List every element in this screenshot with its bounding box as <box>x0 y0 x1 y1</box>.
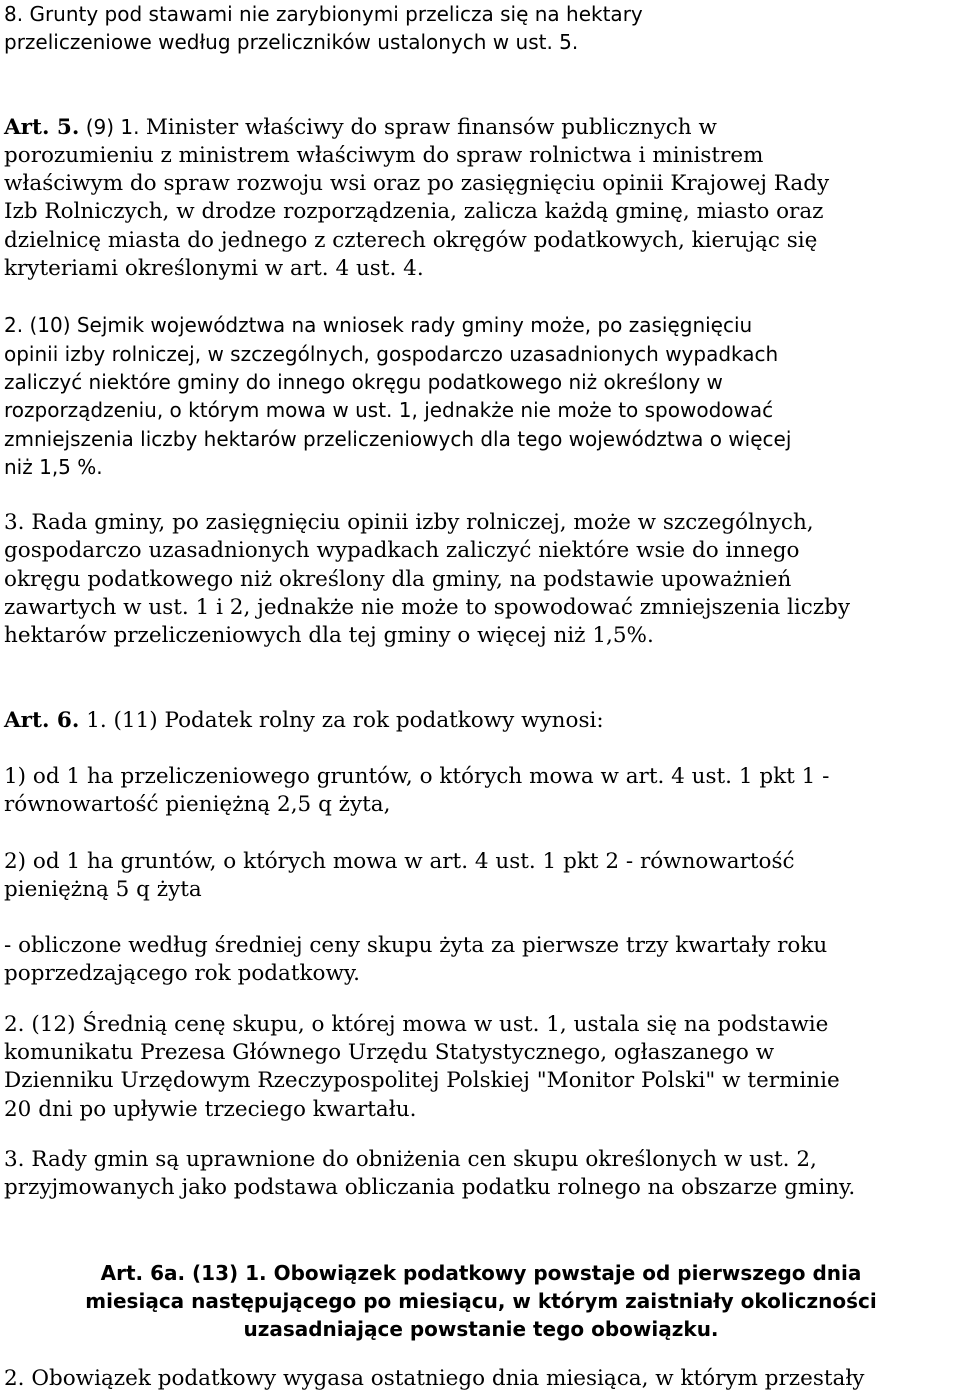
article-text-art5-1: Minister właściwy do spraw finansów publicznych w porozumieniu z ministrem właściwym do spraw rolnictwa i ministrem właściwym do spraw rozwoju wsi oraz po zasięgnięciu opinii Krajowej Rady Izb Rolniczych, w drodze rozporządzenia, zalicza każdą gminę, miasto oraz dzielnicę miasta do jednego z czterech okręgów podatkowych, kierując się kryteriami określonymi w art. 4 ust. 4. <box>4 114 830 282</box>
paragraph-art6-1 <box>4 707 958 735</box>
article-ref-art5-1: (9) 1. <box>79 114 146 139</box>
paragraph-art5-2: 2. (10) Sejmik województwa na wniosek rady gminy może, po zasięgnięciu opinii izby rolniczej, w szczególnych, gospodarczo uzasadnionych wypadkach zaliczyć niektóre gminy do innego okręgu podatkowego niż określony w rozporządzeniu, o którym mowa w ust. 1, jednakże nie może to spowodować zmniejszenia liczby hektarów przeliczeniowych dla tego województwa o więcej niż 1,5 %. <box>4 313 792 479</box>
list-item-art6-2: 2) od 1 ha gruntów, o których mowa w art. 4 ust. 1 pkt 2 - równowartość pieniężną 5 q żyta <box>4 848 795 902</box>
document-page <box>4 0 958 1394</box>
article-label-art5: Art. 5. <box>4 114 80 140</box>
list-item-art6-1: 1) od 1 ha przeliczeniowego gruntów, o których mowa w art. 4 ust. 1 pkt 1 - równowartość pieniężną 2,5 q żyta, <box>4 763 830 818</box>
article-label-art6: Art. 6. <box>4 707 80 733</box>
paragraph-art5-1 <box>4 113 958 284</box>
paragraph-art4-8: 8. Grunty pod stawami nie zarybionymi przelicza się na hektary przeliczeniowe według przeliczników ustalonych w ust. 5. <box>4 2 643 55</box>
paragraph-art6-2: 2. (12) Średnią cenę skupu, o której mowa w ust. 1, ustala się na podstawie komunikatu Prezesa Głównego Urzędu Statystycznego, ogłaszanego w Dzienniku Urzędowym Rzeczypospolitej Polskiej "Monitor Polski" w terminie 20 dni po upływie trzeciego kwartału. <box>4 1011 840 1122</box>
paragraph-art5-3: 3. Rada gminy, po zasięgnięciu opinii izby rolniczej, może w szczególnych, gospodarczo uzasadnionych wypadkach zaliczyć niektóre wsie do innego okręgu podatkowego niż określony dla gminy, na podstawie upoważnień zawartych w ust. 1 i 2, jednakże nie może to spowodować zmniejszenia liczby hektarów przeliczeniowych dla tej gminy o więcej niż 1,5%. <box>4 510 851 649</box>
paragraph-art6-3: 3. Rady gmin są uprawnione do obniżenia cen skupu określonych w ust. 2, przyjmowanych jako podstawa obliczania podatku rolnego na obszarze gminy. <box>4 1146 856 1201</box>
heading-art6a-1: Art. 6a. (13) 1. Obowiązek podatkowy powstaje od pierwszego dnia miesiąca następującego po miesiącu, w którym zaistniały okoliczności uzasadniające powstanie tego obowiązku. <box>85 1260 877 1342</box>
article-text-art6-1: 1. (11) Podatek rolny za rok podatkowy wynosi: <box>79 707 604 733</box>
paragraph-art6-note: - obliczone według średniej ceny skupu żyta za pierwsze trzy kwartały roku poprzedzającego rok podatkowy. <box>4 933 828 987</box>
paragraph-art6a-2: 2. Obowiązek podatkowy wygasa ostatniego dnia miesiąca, w którym przestały <box>4 1366 865 1392</box>
